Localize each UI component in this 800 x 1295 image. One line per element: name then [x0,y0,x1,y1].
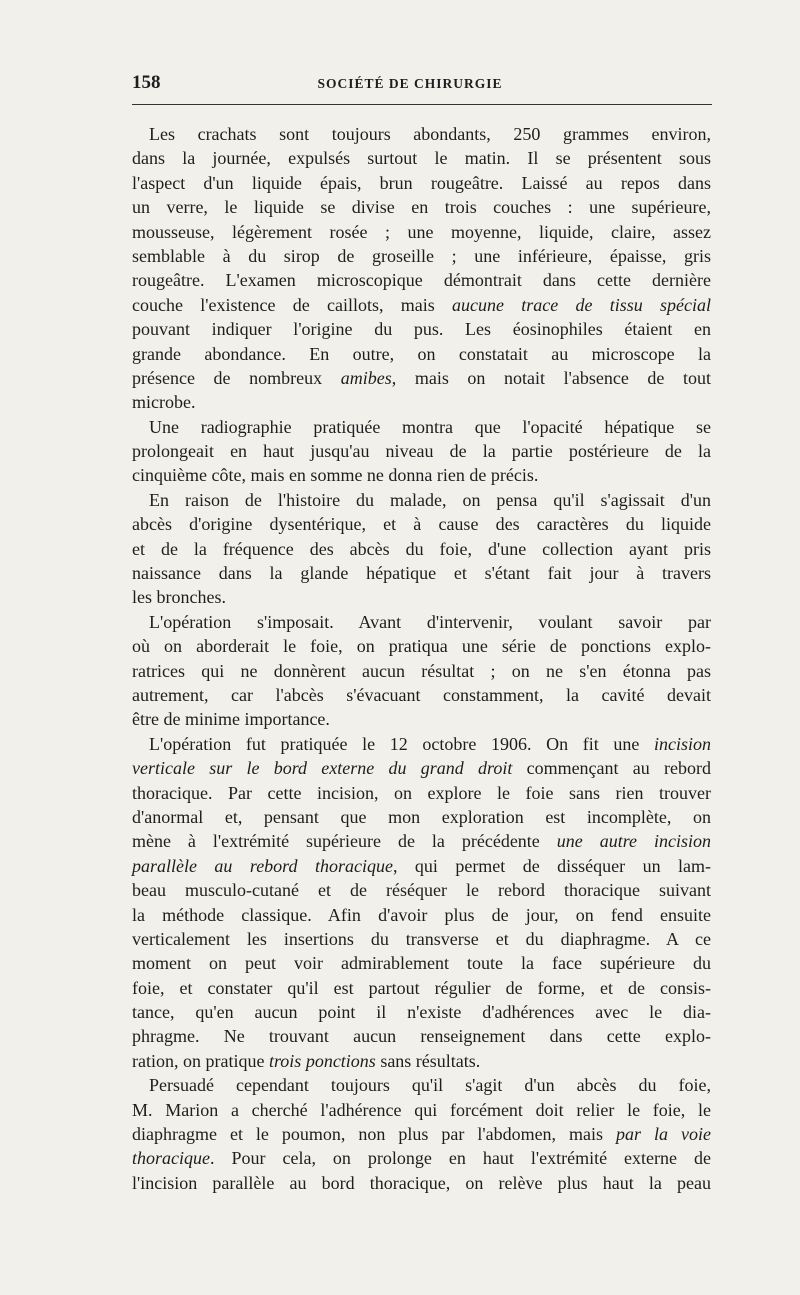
italic-text: amibes [340,367,392,388]
text-line [132,561,711,585]
text-line [132,463,711,487]
italic-text: incision [654,733,711,754]
text-line [132,805,711,829]
paragraph [132,415,711,488]
text-run: sans résultats. [375,1050,481,1071]
text-run: thoracique. Par cette incision, on explore le foie sans rien trouver [132,782,711,803]
paragraph [132,610,711,732]
text-run: microbe. [132,392,196,413]
text-run: L'opération s'imposait. Avant d'intervenir, voulant savoir par [149,611,711,632]
text-run: En raison de l'histoire du malade, on pensa qu'il s'agissait d'un [149,489,711,510]
text-run: , mais on notait l'absence de tout [391,367,712,388]
text-line [132,366,711,390]
text-run: mène à l'extrémité supérieure de la précédente [132,831,557,852]
text-run: commençant au rebord [512,758,711,779]
text-run: semblable à du sirop de groseille ; une inférieure, épaisse, gris [132,245,711,266]
text-run: la méthode classique. Afin d'avoir plus de jour, on fend ensuite [132,904,711,925]
text-run: grande abondance. En outre, on constatait au microscope la [132,343,711,364]
text-run: , qui permet de disséquer un lam- [392,855,712,876]
text-line [132,317,711,341]
text-run: où on aborderait le foie, on pratiqua une série de ponctions explo- [132,636,711,657]
text-run: être de minime importance. [132,709,330,730]
text-run: verticalement les insertions du transverse et du diaphragme. A ce [132,928,711,949]
text-line [132,244,711,268]
text-run: cinquième côte, mais en somme ne donna rien de précis. [132,465,539,486]
text-line [132,293,711,317]
italic-text: thoracique [132,1148,210,1169]
text-line [132,707,711,731]
text-line [132,756,711,780]
paragraph [132,122,711,415]
text-run: présence de nombreux [132,367,341,388]
text-line [132,488,711,512]
text-line [132,122,711,146]
text-line [132,220,711,244]
text-line [132,951,711,975]
text-run: Persuadé cependant toujours qu'il s'agit d'un abcès du foie, [149,1075,711,1096]
text-line [132,1073,711,1097]
italic-text: verticale sur le bord externe du grand droit [132,758,513,779]
text-run: autrement, car l'abcès s'évacuant constamment, la cavité devait [132,684,711,705]
text-line [132,659,711,683]
text-line [132,1146,711,1170]
text-line [132,390,711,414]
paragraph [132,488,711,610]
text-line [132,415,711,439]
text-run: un verre, le liquide se divise en trois couches : une supérieure, [132,197,711,218]
text-run: Les crachats sont toujours abondants, 250 grammes environ, [149,124,711,144]
running-title: SOCIÉTÉ DE CHIRURGIE [317,76,503,91]
text-line [132,634,711,658]
paragraph [132,732,711,1073]
text-line [132,195,711,219]
text-line [132,512,711,536]
text-line [132,683,711,707]
text-line [132,903,711,927]
text-line [132,268,711,292]
text-line [132,927,711,951]
text-run: diaphragme et le poumon, non plus par l'abdomen, mais [132,1124,617,1145]
text-run: dans la journée, expulsés surtout le matin. Il se présentent sous [132,148,711,169]
text-line [132,1171,711,1195]
text-run: d'anormal et, pensant que mon exploration est incomplète, on [132,806,711,827]
text-line [132,976,711,1000]
text-run: M. Marion a cherché l'adhérence qui forcément doit relier le foie, le [132,1099,711,1120]
text-line [132,1049,711,1073]
text-run: rougeâtre. L'examen microscopique démontrait dans cette dernière [132,270,711,291]
text-line [132,781,711,805]
text-line [132,1122,711,1146]
text-line [132,1024,711,1048]
text-run: l'aspect d'un liquide épais, brun rougeâtre. Laissé au repos dans [132,172,711,193]
italic-text: parallèle au rebord thoracique [132,855,393,876]
text-run: les bronches. [132,587,226,608]
text-line [132,146,711,170]
text-run: naissance dans la glande hépatique et s'étant fait jour à travers [132,563,711,584]
text-run: moment on peut voir admirablement toute la face supérieure du [132,953,711,974]
text-run: phragme. Ne trouvant aucun renseignement dans cette explo- [132,1026,711,1047]
header-rule [132,104,712,105]
text-run: mousseuse, légèrement rosée ; une moyenne, liquide, claire, assez [132,221,711,242]
text-run: L'opération fut pratiquée le 12 octobre 1906. On fit une [149,733,654,754]
text-run: Une radiographie pratiquée montra que l'opacité hépatique se [149,416,711,437]
text-line [132,732,711,756]
text-run: pouvant indiquer l'origine du pus. Les éosinophiles étaient en [132,319,711,340]
text-run: et de la fréquence des abcès du foie, d'une collection ayant pris [132,538,711,559]
text-run: foie, et constater qu'il est partout régulier de forme, et de consis- [132,977,711,998]
text-line [132,585,711,609]
text-run: tance, qu'en aucun point il n'existe d'adhérences avec le dia- [132,1002,711,1023]
text-line [132,1000,711,1024]
text-line [132,342,711,366]
italic-text: par la voie [616,1124,711,1145]
text-line [132,537,711,561]
text-run: beau musculo-cutané et de réséquer le rebord thoracique suivant [132,880,711,901]
text-run: l'incision parallèle au bord thoracique, on relève plus haut la peau [132,1172,711,1193]
text-run: prolongeait en haut jusqu'au niveau de la partie postérieure de la [132,441,711,462]
paragraph [132,1073,711,1195]
text-run: abcès d'origine dysentérique, et à cause des caractères du liquide [132,514,711,535]
text-line [132,171,711,195]
text-line [132,829,711,853]
text-line [132,854,711,878]
italic-text: une autre incision [556,831,711,852]
body-text [132,122,711,1195]
text-line [132,610,711,634]
page-number: 158 [132,72,161,93]
text-line [132,1098,711,1122]
text-run: . Pour cela, on prolonge en haut l'extrémité externe de [210,1148,711,1169]
italic-text: aucune trace de tissu spécial [451,294,711,315]
text-run: couche l'existence de caillots, mais [132,294,452,315]
italic-text: trois ponctions [268,1050,376,1071]
text-line [132,878,711,902]
text-run: ration, on pratique [132,1050,269,1071]
text-line [132,439,711,463]
text-run: ratrices qui ne donnèrent aucun résultat ; on ne s'en étonna pas [132,660,711,681]
